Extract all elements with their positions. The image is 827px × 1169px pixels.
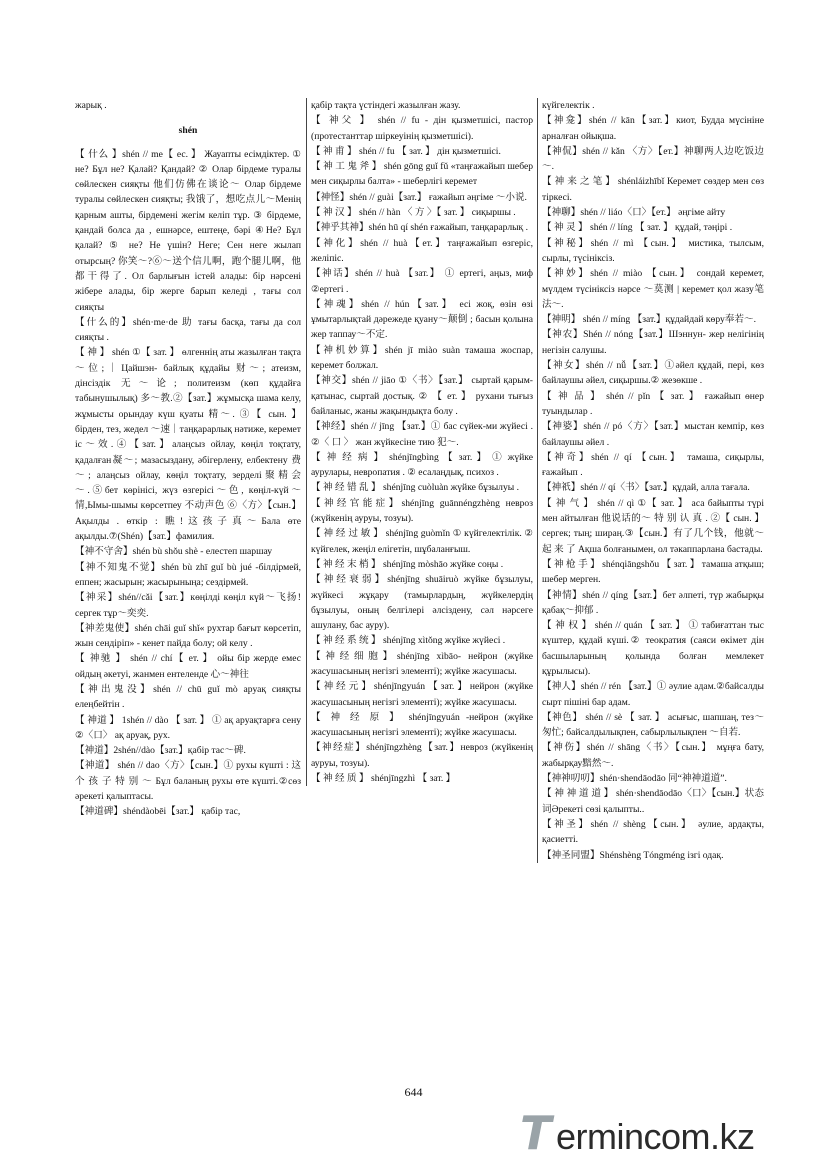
dictionary-entry: 【神机妙算】shén jī miào suàn тамаша жоспар, керемет болжал. [311,344,533,372]
dictionary-entry: 【神魂】shén // hún【зат.】 есі жоқ, өзін өзі ұмытарлықтай дәрежеде қуану～颠倒 ; басын қолына жер таппау～不定. [311,298,533,341]
dictionary-entry: 【神农】Shén // nóng【зат.】Шэннун- жер нелігінің негізін салушы. [542,329,764,356]
dictionary-entry: қабір тақта үстіндегі жазылған жазу. [311,100,461,111]
termincom-logo [520,1104,810,1160]
dictionary-entry: 【神祇】shén // qí〈书〉【зат.】құдай, алла тағала. [542,482,750,494]
dictionary-entry: 【 神 经 系 统 】 shénjīng xìtǒng жүйке жүйесі . [311,635,506,647]
dictionary-entry: 【神不知鬼不觉】shén bù zhī guǐ bù jué -білдірмей, еппен; жасырын; жасырыныңа; сездірмей. [75,561,301,588]
dictionary-entry: 【神经官能症】shénjīng guānnéngzhèng невроз (жүйкенің ауруы, тозуы). [311,497,533,525]
dictionary-entry: 【神侃】shén // kǎn 〈方〉【ет.】神聊两人边吃饭边～. [542,145,764,173]
dictionary-entry: 【 神 】 shén ①【 зат. 】 өлгеннің аты жазылған тақта～位;｜Цайшэн- байлық құдайы 财～; атеизм, дінсіздік 无～论; политеизм (көп құдайға табынушылық) 多～教.②【зат.】жұмысқа шама келу, жұмысты орындау күш қуаты 精～. ③【 сын. 】бірден, тез, жедел ～速｜таңқарарлық нәтиже, керемет іс～效.④【зат.】алаңсыз ойлау, көңіл тоқтату, қадалған凝～; мазасыздану, әбігерлену, елбектену 费～; алаңсыз ойлау, көңіл тоқтату, зерделі聚精会～.⑤бет көрінісі, жүз өзгерісі～色, көңіл-күй～情,Ымы-шымы көрсетпеу 不动声色 ⑥〈方〉【сын.】Ақылды . өткір : 瞧!这孩子真～Бала өте ақылды.⑦(Shén)【зат.】фамилия. [75,347,301,543]
dictionary-entry: 【神怪】shén // guài【зат.】 ғажайып әңгіме ～小说. [311,191,527,203]
section-heading: shén [178,125,198,137]
dictionary-entry: 【神经元】shénjīngyuán【зат.】нейрон (жүйке жасушасының негізгі элементі); жүйке жасушасы. [311,681,533,708]
dictionary-entry: 【神明】 shén // míng 【зат.】құдайдай көру奉若～. [542,314,756,326]
dictionary-entry: 【神神叨叨】shén·shendāodāo 同“神神道道”. [542,773,727,785]
dictionary-entry: 【神道】 shén // dao〈方〉【сын.】① рухы күшті : 这 个 孩 子 特 别 ～ Бұл баланың рухы өте күшті.②сөз әрекеті қалыптасы. [75,760,301,803]
dictionary-entry: 【 神 经 质 】 shénjīngzhì 【 зат. 】 [311,773,456,785]
logo-wordmark: ermincom.kz [556,1116,755,1157]
dictionary-entry: 【神经细胞】shénjīng xìbāo- нейрон (жүйке жасушасының негізгі элементі); жүйке жасушасы. [311,650,533,677]
dictionary-entry: 【神道】2shén//dào【зат.】қабір тас～碑. [75,745,246,757]
dictionary-entry: 【神化】shén // huà【ет.】таңғажайып өзгеріс, желіпіс. [311,237,533,264]
dictionary-entry: 【神奇】shén // qí 【сын.】 тамаша, сиқырлы, ғажайып . [542,451,764,479]
dictionary-entry: 【 神 经 原 】 shénjīngyuán -нейрон (жүйке жасушасының негізгі элементі); жүйке жасушасы. [311,711,533,739]
dictionary-entry: 【神色】 shén // sè 【 зат. 】 асығыс, шапшаң, тез～匆忙; байсалдылықпен, сабырлылықпен ～自若. [542,711,764,739]
dictionary-entry: 【神伤】shén // shāng〈书〉【сын.】 мұңға бату, жабырқау黯然～. [542,742,764,769]
dictionary-entry: 【 神 枪 手 】 shénqiāngshǒu 【 зат. 】 тамаша атқыш; шебер мерген. [542,558,764,586]
dictionary-entry: 【神经】shén // jīng 【зат.】① бас сүйек-ми жүйесі . ②〈 口 〉 жан жүйкесіне тию 犯～. [311,421,533,448]
dictionary-entry: 【神聊】shén // liáo〈口〉【ет.】 әңгіме айту [542,207,726,219]
dictionary-entry: 【 神 权 】 shén // quán 【 зат. 】 ① табиғаттан тыс күштер, құдай күші.② теократия (саяси өкімет дін басшыларының қолында болған мемлекет құрылысы). [542,620,764,677]
dictionary-entry: 【 神 经 过 敏 】 shénjīng guòmǐn ① күйгелектілік. ② күйгелек, жеңіл елігетін, шұбаланғыш. [311,528,533,555]
logo-t-glyph: T [520,1106,552,1160]
dictionary-entry: 【什么的】shén·me·de 助 тағы басқа, тағы да сол сияқты . [75,316,301,344]
dictionary-entry: 【神经衰弱】shénjīng shuāiruò жүйке бұзылуы, жүйкесі жұқару (тамырлардың, жүйкелердің бұзылуы, оның белгілері әлсіздену, сәл нәрсеге ашулану, бас ауру). [311,574,533,632]
dictionary-entry: 【神话】shén // huà 【зат.】 ① ертегі, аңыз, миф ②ертегі . [311,268,533,295]
column-2 [306,98,533,786]
dictionary-entry: 【 神驰 】 shén // chí【 ет. 】 ойы бір жерде емес ойдың әкетуі, жанмен ентеленде 心～神往 [75,653,301,680]
dictionary-entry: 【神出鬼没】shén // chū guǐ mò аруақ сияқты елеңбейтін . [75,683,301,711]
dictionary-entry: 【 神 经 病 】 shénjīngbìng 【 зат. 】 ① жүйке аурулары, невропатия . ② есалаңдық, психоз . [311,451,533,479]
dictionary-entry: 【 神 工 鬼 斧 】 shén gōng guǐ fǔ «таңғажайып шебер мен сиқырлы балта» - шеберлігі керемет [311,161,533,188]
dictionary-entry: 【 神 灵 】 shén // líng 【 зат. 】 құдай, тәңірі . [542,222,733,234]
dictionary-entry: 【 什么 】shén // me【 ес. 】 Жауапты есімдіктер. ① не? Бұл не? Қалай? Қандай? ② Олар бірдеме туралы сөйлескен сияқты 他们仿佛在谈论～ Олар бірдеме туралы сөйлескен сияқты; 我饿了，想吃点儿～Менің қарным ашты, бірдемені жегім келіп тұр. ③ бірдеме, қандай болса да , ешнәрсе, ештеңе, бәрі ④Не? Бұл қалай? ⑤ не? Не үшін? Неге; Сен неге жылап отырсың? 你笑～?⑥～送个信儿啊，跑个腿儿啊，他都干得了. Ол барлығын істей алады: бір нәрсені жібере алады, бір жерге барып келеді , тағы сол сияқты [75,148,301,313]
dictionary-entry: 【 神 来 之 笔 】 shénláizhībǐ Керемет сөздер мен сөз тіркесі. [542,176,764,203]
dictionary-entry: 【神女】shén // nǚ【зат.】①әйел құдай, пері, көз байлаушы әйел, сиқыршы.② жезөкше . [542,360,764,387]
dictionary-entry: 【 神 神 道 道 】 shén·shendāodāo〈口〉【сын.】状态词Әрекеті сөзі қалыпты.. [542,788,764,815]
dictionary-entry: 【 神 经 末 梢 】 shénjīng mòshāo жүйке соңы . [311,558,504,570]
dictionary-entry: 【神情】shén // qíng【зат.】бет әлпеті, түр жабырқы қабақ～抑郁 . [542,589,764,616]
column-1 [75,98,301,820]
dictionary-entry: 【 神 甫 】 shén // fu 【 зат. 】 дін қызметшісі. [311,145,501,157]
dictionary-entry: 【 神 品 】 shén // pǐn 【 зат. 】 ғажайып өнер туындылар . [542,390,764,417]
column-3 [537,98,764,863]
dictionary-entry: 【神圣】shén // shèng【сын.】 әулие, ардақты, қасиетті. [542,818,764,846]
dictionary-entry: 【神经症】shénjīngzhèng【зат.】невроз (жүйкенің ауруы, тозуы). [311,742,533,769]
dictionary-entry: 【神交】shén // jiāo ①〈书〉【зат.】 сыртай қарым-қатынас, сыртай достық. ② 【 ет. 】 рухани тығыз байланыс, жаны жақындықта болу . [311,375,533,417]
dictionary-entry: 【神差鬼使】shén chāi guǐ shǐ« рухтар бағыт көрсетіп, жын сендіріп» - кенет пайда болу; ой келу . [75,622,301,650]
dictionary-entry: күйгелектік . [542,100,595,111]
dictionary-entry: 【神龛】shén // kān【зат.】киот, Будда мүсініне арналған ойықша. [542,115,764,142]
dictionary-entry: 【神婆】shén // pó〈方〉【зат.】мыстан кемпір, көз байлаушы әйел . [542,421,764,448]
dictionary-entry: 【神道碑】shéndàobēi【зат.】 қабір тас, [75,806,241,818]
dictionary-entry: 【 神 气 】 shén // qì ①【 зат. 】 аса байыпты түрі мен айтылған 他说话的～ 特 别 认 真 . ②【 сын. 】 сергек; тың; шираң.③【сын.】有了几个钱，他就～ 起 来 了 Ақша болғанымен, ол тәкаппарлана бастады. [542,497,764,555]
page-number: 644 [404,1085,423,1099]
dictionary-entry: 【神采】shén//cǎi【зат.】көңілді көңіл күй～飞扬!сергек тұр～奕奕. [75,592,301,619]
dictionary-entry: 【神不守舍】shén bù shǒu shè - елестеп шаршау [75,546,273,558]
dictionary-entry: 【 神 汉 】 shén // hàn 〈 方 〉【 зат. 】 сиқыршы . [311,207,516,219]
dictionary-entry: 【神乎其神】shén hū qí shén ғажайып, таңқарарлық . [311,222,529,234]
dictionary-entry: 【 神父 】 shén // fu - дін қызметшісі, пастор (протестанттар шіркеуінің қызметшісі). [311,115,533,142]
dictionary-entry: 【神妙】shén // miào 【сын.】 сондай керемет, мүлдем түсініксіз нәрсе ～莫测 | керемет қол жазу笔法～. [542,268,764,310]
dictionary-entry: 【神圣同盟】Shénshèng Tóngméng ізгі одақ. [542,849,724,861]
dictionary-entry: 【 神 经 错 乱 】 shénjīng cuòluàn жүйке бұзылуы . [311,482,520,494]
dictionary-entry: 【神秘】shén // mì 【сын.】 мистика, тылсым, сырлы, түсініксіз. [542,237,764,264]
dictionary-entry: жарық . [75,100,107,111]
dictionary-entry: 【神人】shén // rén 【зат.】① әулие адам.②байсалды сырт пішіні бар адам. [542,681,764,708]
dictionary-entry: 【 神道 】 1shén // dào 【 зат. 】 ① ақ аруақтарға сену ②〈口〉 ақ аруақ, рух. [75,714,301,741]
